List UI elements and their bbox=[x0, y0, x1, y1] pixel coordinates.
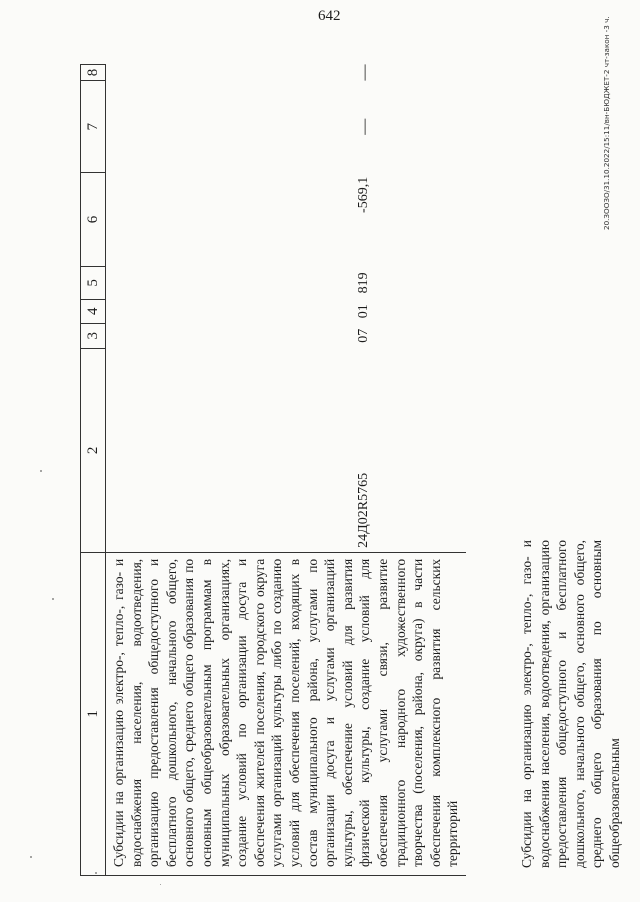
scan-speck bbox=[52, 598, 54, 600]
target-article-code: 24Д02R5765 bbox=[356, 472, 371, 548]
col7-value: — bbox=[356, 118, 373, 135]
column-header: 4 bbox=[81, 300, 106, 324]
subsection-code: 01 bbox=[356, 304, 371, 319]
footer-stamp: 20.ЗООЗО/31.10.2022/15:11/вн-БЮДЖЕТ-2 чт-закон -3 ч. bbox=[602, 16, 611, 230]
scan-speck bbox=[30, 856, 32, 858]
column-header: 6 bbox=[81, 173, 106, 266]
budget-table bbox=[80, 64, 466, 876]
expense-type-code: 819 bbox=[356, 272, 371, 294]
section-code: 07 bbox=[356, 328, 371, 343]
column-header: 5 bbox=[81, 266, 106, 299]
amount-value: -569,1 bbox=[356, 176, 371, 213]
col8-value: — bbox=[356, 64, 373, 81]
scan-speck bbox=[40, 470, 42, 472]
column-header: 1 bbox=[81, 552, 106, 875]
table-header-row bbox=[81, 65, 106, 876]
column-header: 3 bbox=[81, 323, 106, 348]
table-row bbox=[106, 65, 466, 876]
column-header: 2 bbox=[81, 348, 106, 552]
page-number: 642 bbox=[318, 8, 341, 24]
column-header: 7 bbox=[81, 81, 106, 173]
scan-speck bbox=[95, 872, 97, 874]
column-header: 8 bbox=[81, 65, 106, 81]
row-description: Субсидии на организацию электро-, тепло-, газо- и водоснабжения населения, водоотведения, организацию предоставления общедоступного и бесплатного дошкольного, начального общего, основного общего, среднего общего образования по основным общеобразовательным программам в муниципальных образовательных организациях, создание условий по организации досуга и обеспечения жителей поселения, городского округа услугами организаций культуры либо по созданию условий для обеспечения поселений, входящих в состав муниципального района, услугами по организации досуга и услугами организаций культуры, обеспечение условий для развития физической культуры, создание условий для обеспечения услугами связи, развитие традиционного народного художественного творчества (поселения, района, округа) в части обеспечения комплексного развития сельских территорий bbox=[106, 552, 466, 875]
next-row-description: Субсидии на организацию электро-, тепло-, газо- и водоснабжения населения, водоотведения, организацию предоставления общедоступного и бесплатного дошкольного, начального общего, основного общего, среднего общего образования по основным общеобразовательным bbox=[519, 540, 622, 868]
scan-speck bbox=[160, 884, 161, 885]
